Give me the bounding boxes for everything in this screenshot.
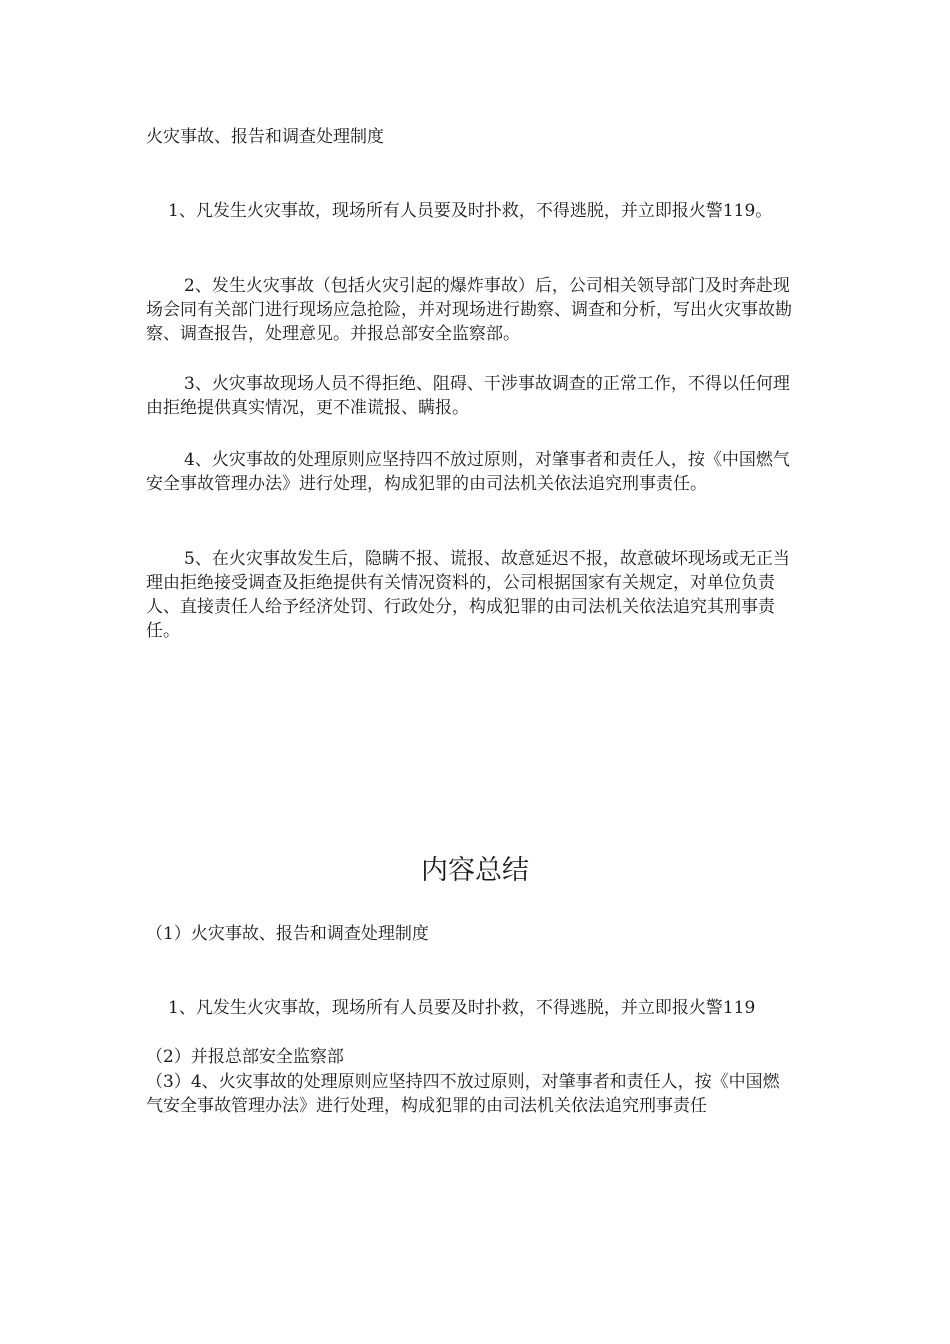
paragraph-3: 3、火灾事故现场人员不得拒绝、阻碍、干涉事故调查的正常工作，不得以任何理由拒绝提供真实情况，更不准谎报、瞒报。	[146, 374, 790, 418]
summary-item-3: （3）4、火灾事故的处理原则应坚持四不放过原则，对肇事者和责任人，按《中国燃气安全事故管理办法》进行处理，构成犯罪的由司法机关依法追究刑事责任	[146, 1072, 780, 1116]
paragraph-1: 1、凡发生火灾事故，现场所有人员要及时扑救，不得逃脱，并立即报火警119。	[168, 201, 773, 221]
summary-heading: 内容总结	[421, 855, 529, 886]
summary-item-2: （2）并报总部安全监察部	[146, 1047, 344, 1067]
paragraph-2: 2、发生火灾事故（包括火灾引起的爆炸事故）后，公司相关领导部门及时奔赴现场会同有关部门进行现场应急抢险，并对现场进行勘察、调查和分析，写出火灾事故勘察、调查报告，处理意见。并报总部安全监察部。	[146, 276, 792, 344]
summary-item-1: （1）火灾事故、报告和调查处理制度	[146, 924, 429, 944]
summary-item-1-detail: 1、凡发生火灾事故，现场所有人员要及时扑救，不得逃脱，并立即报火警119	[168, 998, 756, 1018]
document-title: 火灾事故、报告和调查处理制度	[146, 127, 384, 147]
paragraph-4: 4、火灾事故的处理原则应坚持四不放过原则，对肇事者和责任人，按《中国燃气安全事故管理办法》进行处理，构成犯罪的由司法机关依法追究刑事责任。	[146, 450, 790, 494]
paragraph-5: 5、在火灾事故发生后，隐瞒不报、谎报、故意延迟不报，故意破坏现场或无正当理由拒绝接受调查及拒绝提供有关情况资料的，公司根据国家有关规定，对单位负责人、直接责任人给予经济处罚、行政处分，构成犯罪的由司法机关依法追究其刑事责任。	[146, 549, 790, 641]
